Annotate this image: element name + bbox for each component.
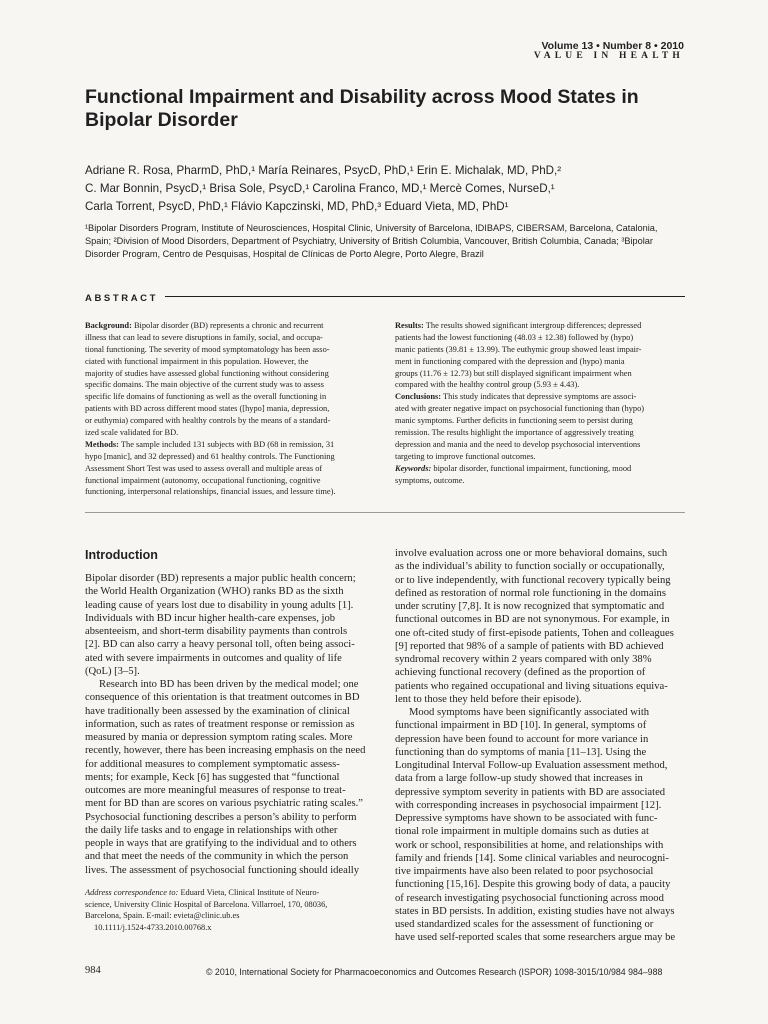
line-text: The results showed significant intergroup differences; depressed <box>423 321 642 330</box>
line-text: The sample included 131 subjects with BD (68 in remission, 31 <box>118 439 335 449</box>
line-text: ment for BD than are scores on various psychiatric rating scales.” <box>85 798 363 810</box>
body-text-line <box>395 825 686 838</box>
abstract-left-column <box>85 320 375 498</box>
line-text: used standardized scales for the assessment of functioning or <box>395 919 654 930</box>
body-text-line <box>85 585 376 598</box>
line-text: work or school, responsibilities at home, and relationships with <box>395 839 664 851</box>
body-text-line <box>85 705 376 718</box>
abstract-line <box>85 463 375 475</box>
body-text-line <box>85 731 376 744</box>
abstract-line <box>85 379 375 391</box>
line-text: consequence of this orientation is that treatment outcomes in BD <box>85 692 360 704</box>
abstract-label: ABSTRACT <box>85 293 164 304</box>
line-text: illness that can lead to severe disruptions in family, social, and occupa- <box>85 332 323 342</box>
line-text: groups (11.76 ± 12.73) but still displayed significant impairment when <box>395 368 632 378</box>
line-text: functional outcomes in BD are not synonymous. For example, in <box>395 614 670 626</box>
body-text-line <box>395 839 686 852</box>
line-text: functional impairment (autonomy, occupational functioning, cognitive <box>85 475 321 485</box>
abstract-line <box>85 403 375 415</box>
abstract-line <box>85 368 375 380</box>
body-text-line <box>395 852 686 865</box>
body-text-line <box>85 837 376 850</box>
abstract-section-label: Methods: <box>85 439 119 449</box>
body-text-line <box>85 599 376 612</box>
body-text-line <box>395 666 686 679</box>
line-text: specific domains. The main objective of the current study was to assess <box>85 380 324 390</box>
line-text: ized scale validated for BD. <box>85 428 179 438</box>
line-text: compared with the healthy control group (5.93 ± 4.43). <box>395 380 580 390</box>
line-text: This study indicates that depressive symptoms are associ- <box>441 392 637 402</box>
line-text: of research investigating psychosocial functioning across mood <box>395 892 664 904</box>
line-text: information, such as rates of treatment response or remission as <box>85 718 355 730</box>
body-text-line <box>395 706 686 719</box>
line-text: [9] reported that 98% of a sample of patients with BD achieved <box>395 640 664 652</box>
line-text: people in ways that are gratifying to the individual and to others <box>85 838 357 849</box>
body-text-line <box>85 864 376 877</box>
line-text: Longitudinal Interval Follow-up Evaluation assessment method, <box>395 760 668 771</box>
abstract-line <box>395 403 685 415</box>
line-text: bipolar disorder, functional impairment, functioning, mood <box>431 463 632 473</box>
body-text-line <box>85 758 376 771</box>
affiliation-line: Disorder Program, Centro de Pesquisas, Hospital de Clínicas de Porto Alegre, Porto Alegre, Brazil <box>85 249 484 259</box>
line-text: Bipolar disorder (BD) represents a chronic and recurrent <box>131 321 324 330</box>
line-text: patients had the lowest functioning (48.03 ± 12.38) followed by (hypo) <box>395 332 634 342</box>
introduction-heading: Introduction <box>85 548 158 562</box>
line-text: depression and mania and the need to develop psychosocial interventions <box>395 439 641 449</box>
line-text: lives. The assessment of psychosocial functioning should ideally <box>85 864 360 876</box>
line-text: (QoL) [3–5]. <box>85 665 140 677</box>
body-text-line <box>85 797 376 810</box>
line-text: depression have been found to account for more variance in <box>395 733 649 745</box>
abstract-line <box>85 451 375 463</box>
body-text-line <box>395 786 686 799</box>
line-text: the daily life tasks and to engage in relationships with other <box>85 824 338 836</box>
body-text-line <box>85 678 376 691</box>
body-text-line <box>395 560 686 573</box>
line-text: targeting to improve functional outcomes. <box>395 451 536 461</box>
line-text: specific life domains of functioning as well as the overall functioning in <box>85 392 327 402</box>
line-text: Bipolar disorder (BD) represents a major public health concern; <box>85 573 356 584</box>
correspondence-text: Eduard Vieta, Clinical Institute of Neuro- <box>178 888 320 897</box>
article-title <box>85 86 685 132</box>
line-text: absenteeism, and short-term disability payments than controls <box>85 626 348 637</box>
page-number: 984 <box>85 965 101 976</box>
abstract-line <box>85 344 375 356</box>
body-text-line <box>85 811 376 824</box>
abstract-line <box>85 415 375 427</box>
abstract-line <box>395 368 685 380</box>
body-text-line <box>395 613 686 626</box>
affiliation-line: Spain; ²Division of Mood Disorders, Department of Psychiatry, University of British Columbia, Vancouver, British Columbia, Canada; ³Bipolar <box>85 236 653 246</box>
line-text: measured by mania or depression symptom rating scales. More <box>85 732 353 743</box>
line-text: Mood symptoms have been significantly associated with <box>409 707 650 718</box>
line-text: majority of studies have assessed global functioning without considering <box>85 368 329 378</box>
line-text: under scrutiny [7,8]. It is now recognized that symptomatic and <box>395 601 665 612</box>
line-text: recently, however, there has been increasing emphasis on the need <box>85 745 366 757</box>
abstract-line <box>395 439 685 451</box>
body-text-line <box>395 733 686 746</box>
abstract-section-label: Results: <box>395 321 424 330</box>
abstract-line <box>85 427 375 439</box>
body-text-line <box>85 572 376 585</box>
line-text: states in BD persists. In addition, existing studies have not always <box>395 905 675 917</box>
body-text-line <box>85 625 376 638</box>
author-line: C. Mar Bonnin, PsycD,¹ Brisa Sole, PsycD,¹ Carolina Franco, MD,¹ Mercè Comes, NurseD,¹ <box>85 182 555 195</box>
line-text: functioning, interpersonal relationships, financial issues, and lessure time). <box>85 487 336 497</box>
body-text-line <box>85 638 376 651</box>
abstract-line <box>395 332 685 344</box>
introduction-right-column <box>395 547 686 945</box>
body-text-line <box>85 652 376 665</box>
abstract-line <box>395 344 685 356</box>
body-text-line <box>395 772 686 785</box>
body-text-line <box>395 865 686 878</box>
affiliations <box>85 222 695 261</box>
body-text-line <box>395 653 686 666</box>
author-line: Adriane R. Rosa, PharmD, PhD,¹ María Reinares, PsycD, PhD,¹ Erin E. Michalak, MD, PhD,² <box>85 164 562 177</box>
section-divider <box>85 512 685 513</box>
body-text-line <box>395 600 686 613</box>
body-text-line <box>395 627 686 640</box>
author-line: Carla Torrent, PsycD, PhD,¹ Flávio Kapczinski, MD, PhD,³ Eduard Vieta, MD, PhD¹ <box>85 200 509 213</box>
abstract-line <box>395 415 685 427</box>
doi-line: 10.1111/j.1524-4733.2010.00768.x <box>94 922 212 932</box>
line-text: symptoms, outcome. <box>395 475 465 485</box>
introduction-left-column <box>85 572 376 877</box>
body-text-line <box>395 878 686 891</box>
line-text: lent to those they held before their episode). <box>395 693 582 705</box>
line-text: one oft-cited study of first-episode patients, Tohen and colleagues <box>395 627 674 639</box>
abstract-section-label: Background: <box>85 321 132 330</box>
body-text-line <box>85 850 376 863</box>
line-text: have used self-reported scales that some researchers argue may be <box>395 932 676 944</box>
abstract-line <box>85 332 375 344</box>
correspondence-line: Barcelona, Spain. E-mail: evieta@clinic.ub.es <box>85 911 240 920</box>
line-text: hypo [manic], and 32 depressed) and 61 healthy controls. The Functioning <box>85 451 335 461</box>
abstract-line <box>395 391 685 403</box>
correspondence-note <box>85 887 385 933</box>
line-text: tive impairments have also been related to poor psychosocial <box>395 866 654 877</box>
line-text: as the individual’s ability to function socially or occupationally, <box>395 561 665 573</box>
line-text: defined as restoration of normal role functioning in the domains <box>395 587 666 599</box>
line-text: involve evaluation across one or more behavioral domains, such <box>395 548 668 559</box>
abstract-rule <box>165 296 685 297</box>
body-text-line <box>85 612 376 625</box>
abstract-line <box>85 356 375 368</box>
abstract-line <box>85 475 375 487</box>
abstract-section-label: Conclusions: <box>395 392 442 402</box>
abstract-line <box>395 463 685 475</box>
line-text: tional functioning. The severity of mood symptomatology has been asso- <box>85 344 330 354</box>
line-text: ated with severe impairments in outcomes and quality of life <box>85 652 342 664</box>
body-text-line <box>395 574 686 587</box>
line-text: tional role impairment in multiple domains such as duties at <box>395 826 649 838</box>
line-text: [2]. BD can also carry a heavy personal toll, often being associ- <box>85 639 355 651</box>
line-text: manic symptoms. Further deficits in functioning seem to persist during <box>395 416 633 426</box>
line-text: patients with BD across different mood states ([hypo] mania, depression, <box>85 404 330 414</box>
abstract-line <box>395 379 685 391</box>
correspondence-line: science, University Clinic Hospital of Barcelona. Villarroel, 170, 08036, <box>85 899 328 909</box>
title-line: Bipolar Disorder <box>85 109 238 131</box>
body-text-line <box>395 746 686 759</box>
correspondence-label: Address correspondence to: <box>85 888 179 897</box>
body-text-line <box>395 640 686 653</box>
line-text: Assessment Short Test was used to assess overall and multiple areas of <box>85 463 323 473</box>
abstract-line <box>85 320 375 332</box>
body-text-line <box>85 824 376 837</box>
body-text-line <box>85 665 376 678</box>
line-text: ment in functioning compared with the depression and (hypo) mania <box>395 356 625 366</box>
line-text: have traditionally been assessed by the examination of clinical <box>85 705 350 717</box>
line-text: leading cause of years lost due to disability in young adults [1]. <box>85 599 354 611</box>
line-text: functional impairment in BD [10]. In general, symptoms of <box>395 720 647 732</box>
body-text-line <box>85 744 376 757</box>
body-text-line <box>395 892 686 905</box>
abstract-line <box>395 320 685 332</box>
body-text-line <box>395 759 686 772</box>
line-text: family and friends [14]. Some clinical variables and neurocogni- <box>395 852 669 864</box>
line-text: depressive symptom severity in patients with BD are associated <box>395 786 666 798</box>
line-text: data from a large follow-up study showed that increases in <box>395 773 643 785</box>
abstract-section-label: Keywords: <box>395 463 432 473</box>
line-text: Depressive symptoms have shown to be associated with func- <box>395 813 658 824</box>
line-text: functioning [15,16]. Despite this growing body of data, a paucity <box>395 879 671 891</box>
line-text: or euthymia) compared with healthy controls by the means of a standard- <box>85 416 331 426</box>
body-text-line <box>395 812 686 825</box>
line-text: the World Health Organization (WHO) ranks BD as the sixth <box>85 586 344 598</box>
line-text: ated with greater negative impact on psychosocial functioning than (hypo) <box>395 404 645 414</box>
line-text: or to live independently, with functional recovery typically being <box>395 574 671 586</box>
line-text: with corresponding increases in psychosocial impairment [12]. <box>395 799 662 811</box>
body-text-line <box>395 693 686 706</box>
body-text-line <box>395 905 686 918</box>
line-text: patients who regained occupational and living situations equiva- <box>395 680 668 692</box>
body-text-line <box>85 718 376 731</box>
body-text-line <box>395 799 686 812</box>
journal-name: VALUE IN HEALTH <box>533 51 684 61</box>
line-text: functioning than do symptoms of mania [11–13]. Using the <box>395 746 647 758</box>
line-text: syndromal recovery within 2 years compared with only 38% <box>395 654 652 665</box>
title-line: Functional Impairment and Disability across Mood States in <box>85 86 639 108</box>
abstract-line <box>395 451 685 463</box>
body-text-line <box>85 771 376 784</box>
line-text: Psychosocial functioning describes a person’s ability to perform <box>85 811 357 823</box>
line-text: Individuals with BD incur higher health-care expenses, job <box>85 612 336 624</box>
line-text: manic patients (39.81 ± 13.99). The euthymic group showed least impair- <box>395 344 642 354</box>
body-text-line <box>395 931 686 944</box>
journal-volume-line: Volume 13 • Number 8 • 2010 <box>541 40 684 52</box>
body-text-line <box>85 784 376 797</box>
body-text-line <box>395 719 686 732</box>
abstract-line <box>85 439 375 451</box>
abstract-line <box>395 475 685 487</box>
line-text: achieving functional recovery (defined as the proportion of <box>395 667 646 679</box>
line-text: outcomes are more meaningful measures of response to treat- <box>85 785 346 796</box>
affiliation-line: ¹Bipolar Disorders Program, Institute of Neurosciences, Hospital Clinic, University of Barcelona, IDIBAPS, CIBERSAM, Barcelona, Catalonia, <box>85 223 658 233</box>
line-text: ments; for example, Keck [6] has suggested that “functional <box>85 771 340 783</box>
body-text-line <box>395 587 686 600</box>
author-list <box>85 162 695 216</box>
abstract-line <box>395 427 685 439</box>
line-text: for additional measures to complement symptomatic assess- <box>85 758 340 770</box>
correspondence-line <box>85 887 385 899</box>
line-text: and that meet the needs of the community in which the person <box>85 851 349 863</box>
body-text-line <box>395 547 686 560</box>
body-text-line <box>395 680 686 693</box>
abstract-heading <box>85 288 685 302</box>
line-text: remission. The results highlight the importance of aggressively treating <box>395 428 634 438</box>
line-text: Research into BD has been driven by the medical model; one <box>99 679 359 690</box>
abstract-right-column <box>395 320 685 486</box>
abstract-line <box>395 356 685 368</box>
body-text-line <box>395 918 686 931</box>
abstract-line <box>85 486 375 498</box>
body-text-line <box>85 691 376 704</box>
copyright-footer: © 2010, International Society for Pharmacoeconomics and Outcomes Research (ISPOR) 1098-3015/10/984 984–988 <box>206 967 663 977</box>
abstract-line <box>85 391 375 403</box>
line-text: ciated with functional impairment in this population. However, the <box>85 356 309 366</box>
